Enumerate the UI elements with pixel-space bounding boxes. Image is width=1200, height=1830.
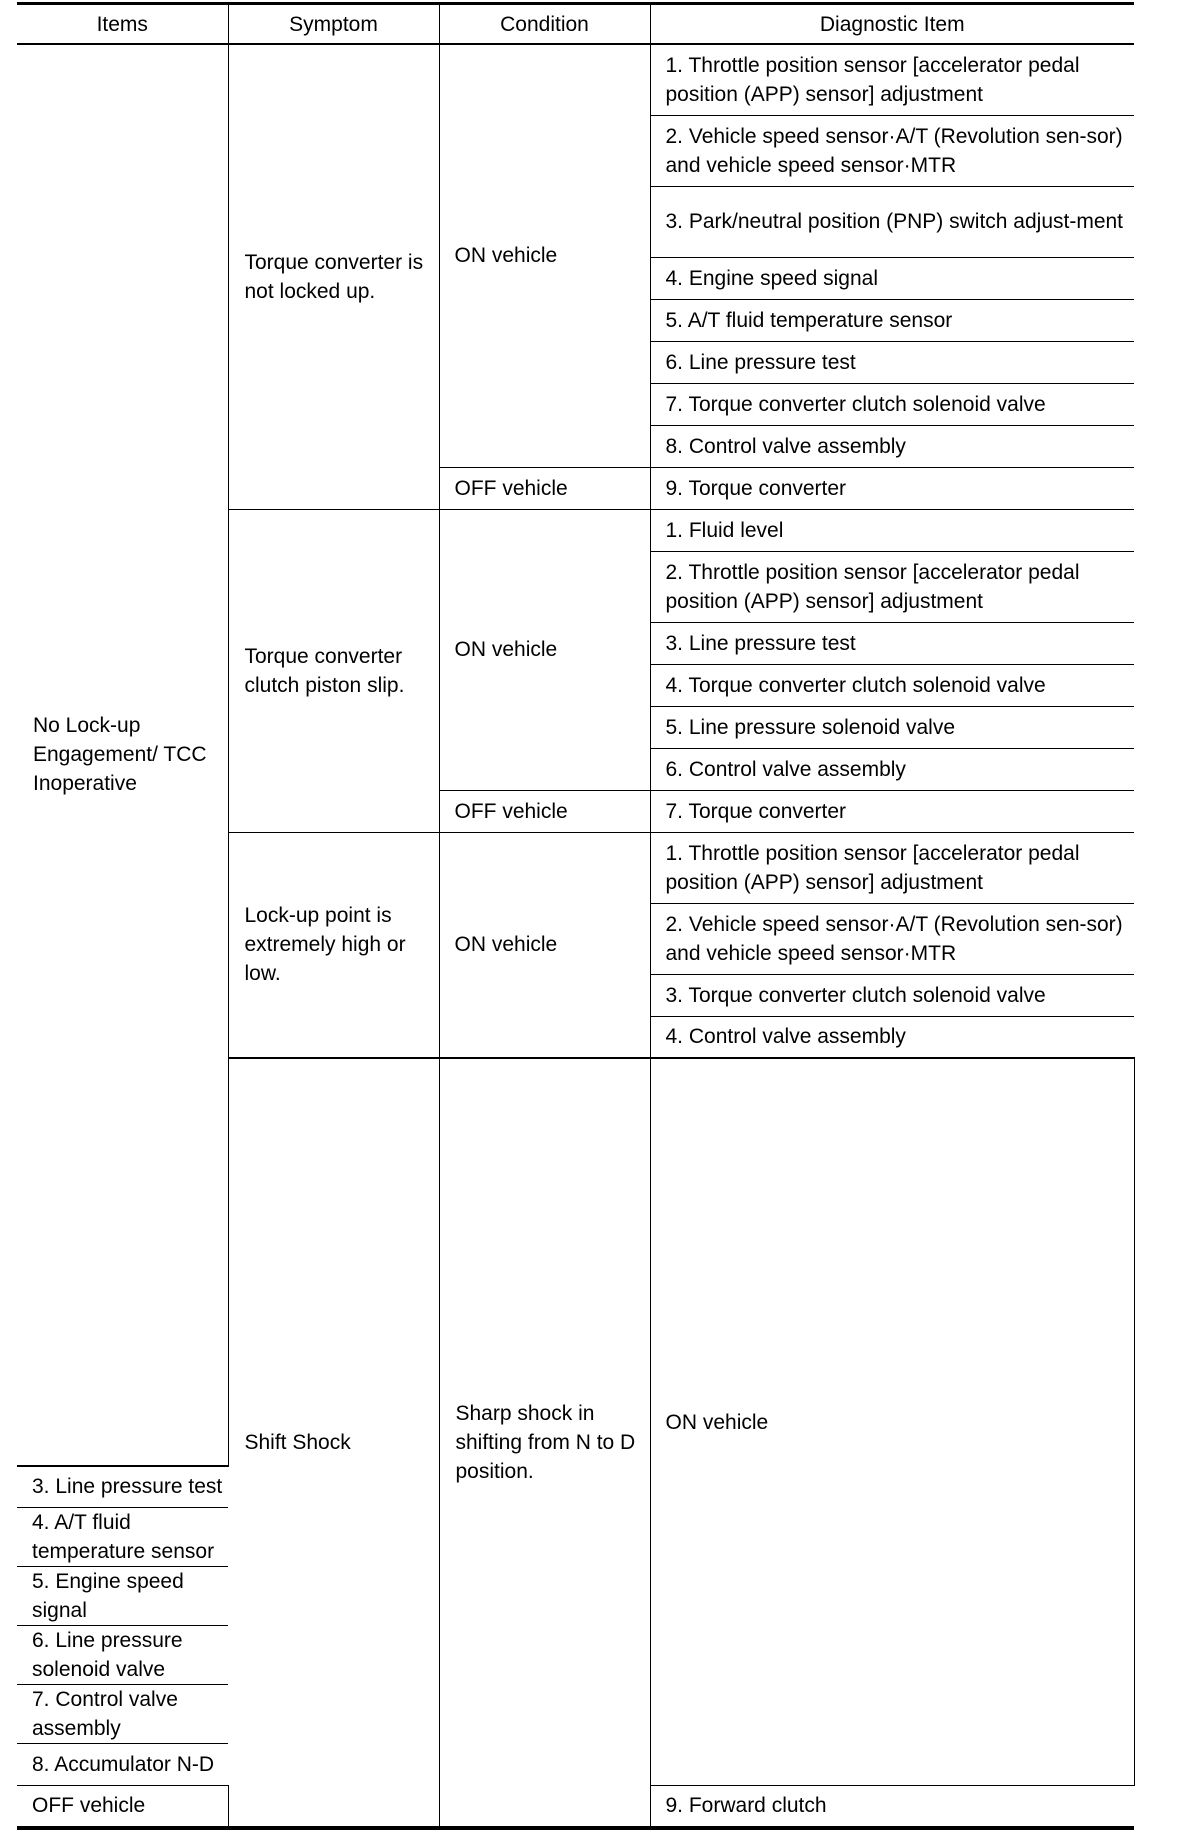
diagnostic-item-cell: 3. Torque converter clutch solenoid valve (650, 974, 1134, 1016)
diagnostic-item-cell: 4. Control valve assembly (650, 1016, 1134, 1058)
condition-cell: OFF vehicle (439, 467, 650, 509)
header-symptom: Symptom (228, 4, 439, 45)
diagnostic-item-cell: 7. Torque converter (650, 790, 1134, 832)
header-condition: Condition (439, 4, 650, 45)
header-diagnostic-item: Diagnostic Item (650, 4, 1134, 45)
diagnostic-item-cell: 6. Line pressure solenoid valve (17, 1626, 228, 1685)
diagnostic-item-cell: 8. Accumulator N-D (17, 1744, 228, 1786)
diagnostic-item-cell: 4. A/T fluid temperature sensor (17, 1508, 228, 1567)
diagnostic-item-cell: 3. Line pressure test (650, 622, 1134, 664)
diagnostic-item-cell: 4. Torque converter clutch solenoid valve (650, 664, 1134, 706)
diagnostic-item-cell: 1. Throttle position sensor [accelerator pedal position (APP) sensor] adjustment (650, 832, 1134, 903)
symptom-cell: Sharp shock in shifting from N to D position. (439, 1058, 650, 1828)
diagnostic-table (17, 2, 1134, 1830)
header-items: Items (17, 4, 228, 45)
diagnostic-item-cell: 5. Engine speed signal (17, 1567, 228, 1626)
symptom-cell: Torque converter clutch piston slip. (228, 509, 439, 832)
diagnostic-item-cell: 9. Forward clutch (650, 1786, 1134, 1828)
diagnostic-item-cell: 1. Fluid level (650, 509, 1134, 551)
diagnostic-item-cell: 2. Vehicle speed sensor·A/T (Revolution sen-sor) and vehicle speed sensor·MTR (650, 115, 1134, 186)
diagnostic-item-cell: 3. Park/neutral position (PNP) switch adjust-ment (650, 186, 1134, 257)
item-cell: No Lock-up Engagement/ TCC Inoperative (17, 44, 228, 1466)
diagnostic-item-cell: 7. Torque converter clutch solenoid valve (650, 383, 1134, 425)
diagnostic-item-cell: 8. Control valve assembly (650, 425, 1134, 467)
diagnostic-item-cell: 2. Vehicle speed sensor·A/T (Revolution sen-sor) and vehicle speed sensor·MTR (650, 903, 1134, 974)
diagnostic-item-cell: 5. Line pressure solenoid valve (650, 706, 1134, 748)
diagnostic-item-cell: 5. A/T fluid temperature sensor (650, 299, 1134, 341)
diagnostic-item-cell: 1. Throttle position sensor [accelerator pedal position (APP) sensor] adjustment (650, 44, 1134, 115)
diagnostic-item-cell: 6. Control valve assembly (650, 748, 1134, 790)
table-row (17, 44, 1134, 115)
diagnostic-item-cell: 2. Throttle position sensor [accelerator pedal position (APP) sensor] adjustment (650, 551, 1134, 622)
symptom-cell: Torque converter is not locked up. (228, 44, 439, 509)
diagnostic-item-cell: 9. Torque converter (650, 467, 1134, 509)
condition-cell: ON vehicle (439, 832, 650, 1058)
item-cell: Shift Shock (228, 1058, 439, 1828)
condition-cell: ON vehicle (439, 509, 650, 790)
condition-cell: ON vehicle (439, 44, 650, 467)
condition-cell: ON vehicle (650, 1058, 1134, 1786)
condition-cell: OFF vehicle (439, 790, 650, 832)
symptom-cell: Lock-up point is extremely high or low. (228, 832, 439, 1058)
diagnostic-item-cell: 4. Engine speed signal (650, 257, 1134, 299)
header-row (17, 4, 1134, 45)
condition-cell: OFF vehicle (17, 1786, 228, 1828)
diagnostic-item-cell: 7. Control valve assembly (17, 1685, 228, 1744)
diagnostic-item-cell: 3. Line pressure test (17, 1466, 228, 1508)
diagnostic-item-cell: 6. Line pressure test (650, 341, 1134, 383)
